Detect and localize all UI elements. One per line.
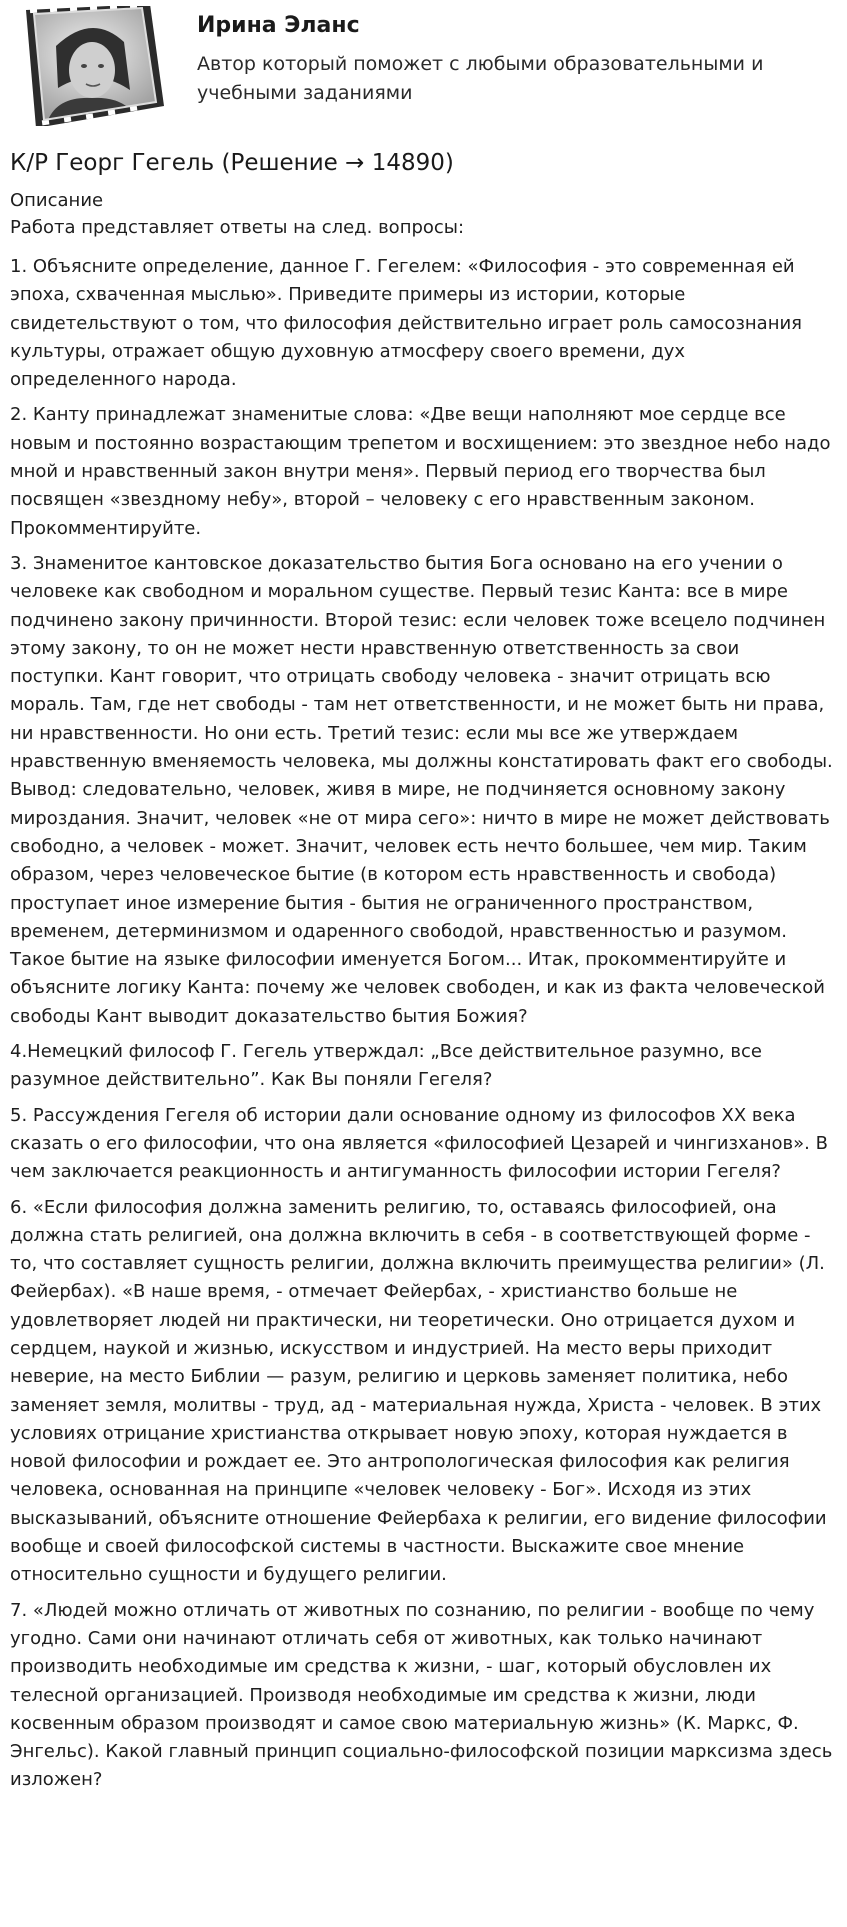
question-item: 6. «Если философия должна заменить религию, то, оставаясь философией, она должна стать религией, она должна включить в себя - в соответствующей форме - то, что составляет сущность религии, должна включить преимущества религии» (Л. Фейербах). «В наше время, - отмечает Фейербах, - христианство больше не удовлетворяет людей ни практически, ни теоретически. Оно отрицается духом и сердцем, наукой и жизнью, искусством и индустрией. На место веры приходит неверие, на место Библии — разум, религию и церковь заменяет политика, небо заменяет земля, молитвы - труд, ад - материальная нужда, Христа - человек. В этих условиях отрицание христианства открывает новую эпоху, которая нуждается в новой философии и рождает ее. Это антропологическая философия как религия человека, основанная на принципе «человек человеку - Бог». Исходя из этих высказываний, объясните отношение Фейербаха к религии, его видение философии вообще и своей философской системы в частности. Выскажите свое мнение относительно сущности и будущего религии.: [10, 1196, 827, 1586]
question-item: 4.Немецкий философ Г. Гегель утверждал: „Все действительное разумно, все разумное действительно”. Как Вы поняли Гегеля?: [10, 1041, 762, 1091]
author-header: [10, 0, 837, 130]
question-item: 7. «Людей можно отличать от животных по сознанию, по религии - вообще по чему угодно. Сами они начинают отличать себя от животных, как только начинают производить необходимые им средства к жизни, - шаг, который обусловлен их телесной организацией. Производя необходимые им средства к жизни, люди косвенным образом производят и самое свою материальную жизнь» (К. Маркс, Ф. Энгельс). Какой главный принцип социально-философской позиции марксизма здесь изложен?: [10, 1599, 833, 1791]
author-name: Ирина Эланс: [197, 13, 360, 38]
question-item: 5. Рассуждения Гегеля об истории дали основание одному из философов XX века сказать о его философии, что она является «философией Цезарей и чингизханов». В чем заключается реакционность и антигуманность философии истории Гегеля?: [10, 1104, 828, 1183]
question-item: 1. Объясните определение, данное Г. Гегелем: «Философия - это современная ей эпоха, схваченная мыслью». Приведите примеры из истории, которые свидетельствуют о том, что философия действительно играет роль самосознания культуры, отражает общую духовную атмосферу своего времени, дух определенного народа.: [10, 256, 802, 391]
description-intro: Работа представляет ответы на след. вопросы:: [10, 217, 465, 238]
work-content: [10, 148, 837, 1795]
question-list: [10, 253, 837, 1795]
question-item: 3. Знаменитое кантовское доказательство бытия Бога основано на его учении о человеке как свободном и моральном существе. Первый тезис Канта: все в мире подчинено закону причинности. Второй тезис: если человек тоже всецело подчинен этому закону, то он не может нести нравственную ответственность за свои поступки. Кант говорит, что отрицать свободу человека - значит отрицать всю мораль. Там, где нет свободы - там нет ответственности, и не может быть ни права, ни нравственности. Но они есть. Третий тезис: если мы все же утверждаем нравственную вменяемость человека, мы должны констатировать факт его свободы. Вывод: следовательно, человек, живя в мире, не подчиняется основному закону мироздания. Значит, человек «не от мира сего»: ничто в мире не может действовать свободно, а человек - может. Значит, человек есть нечто большее, чем мир. Таким образом, через человеческое бытие (в котором есть нравственность и свобода) проступает иное измерение бытия - бытия не ограниченного пространством, временем, детерминизмом и одаренного свободой, нравственностью и разумом. Такое бытие на языке философии именуется Богом... Итак, прокомментируйте и объясните логику Канта: почему же человек свободен, и как из факта человеческой свободы Кант выводит доказательство бытия Божия?: [10, 552, 833, 1027]
author-bio: Автор который поможет с любыми образовательными и учебными заданиями: [197, 53, 764, 104]
description-label: Описание: [10, 190, 104, 211]
author-avatar: [14, 6, 164, 126]
work-title: К/Р Георг Гегель (Решение → 14890): [10, 150, 454, 176]
question-item: 2. Канту принадлежат знаменитые слова: «Две вещи наполняют мое сердце все новым и постоянно возрастающим трепетом и восхищением: это звездное небо надо мной и нравственный закон внутри меня». Первый период его творчества был посвящен «звездному небу», второй – человеку с его нравственным законом. Прокомментируйте.: [10, 404, 831, 539]
